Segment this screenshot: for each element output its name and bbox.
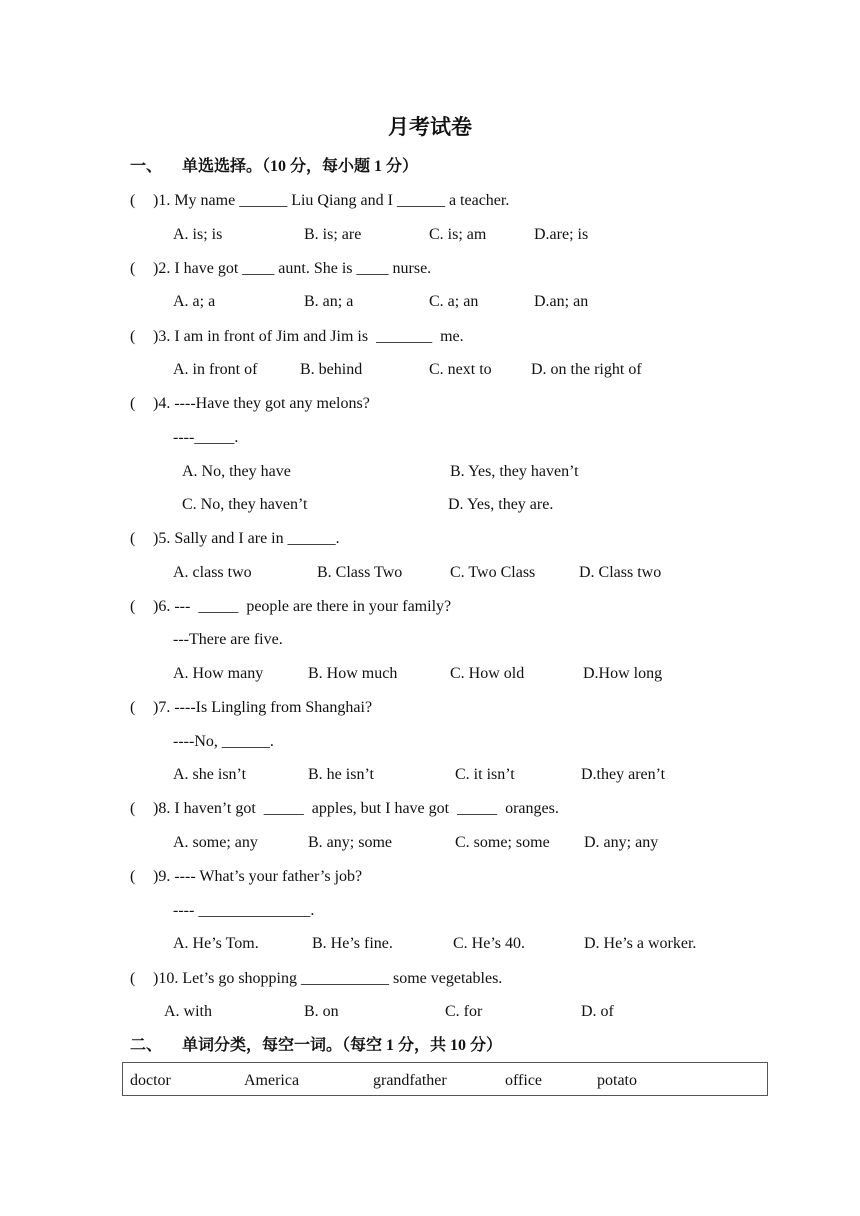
answer-paren: ( [130, 868, 136, 885]
option-c: C. next to [429, 361, 492, 378]
option-c: C. a; an [429, 293, 479, 310]
option-a: A. she isn’t [173, 766, 247, 783]
question-stem: )5. Sally and I are in ______. [153, 530, 340, 547]
option-d: D. Yes, they are. [448, 496, 554, 513]
question-stem: )8. I haven’t got _____ apples, but I have got _____ oranges. [153, 800, 559, 817]
answer-paren: ( [130, 970, 136, 987]
option-b: B. any; some [308, 834, 392, 851]
section-1-heading: 单选选择。（10 分，每小题 1 分） [182, 158, 419, 175]
option-d: D.they aren’t [581, 766, 666, 783]
option-b: B. behind [300, 361, 363, 378]
option-b: B. He’s fine. [312, 935, 393, 952]
question-stem: )3. I am in front of Jim and Jim is _______ me. [153, 328, 464, 345]
option-c: C. Two Class [450, 564, 536, 581]
word-bank-word: grandfather [373, 1072, 447, 1089]
section-1-number: 一、 [130, 158, 163, 175]
answer-paren: ( [130, 192, 136, 209]
page-title: 月考试卷 [388, 115, 472, 139]
question-sub-line: ----_____. [173, 429, 239, 446]
question-sub-line: ---- ______________. [173, 902, 315, 919]
option-d: D. on the right of [531, 361, 642, 378]
option-b: B. Yes, they haven’t [450, 463, 579, 480]
option-b: B. How much [308, 665, 398, 682]
option-b: B. is; are [304, 226, 362, 243]
answer-paren: ( [130, 530, 136, 547]
option-b: B. Class Two [317, 564, 403, 581]
option-c: C. it isn’t [455, 766, 515, 783]
option-c: C. How old [450, 665, 525, 682]
option-a: A. a; a [173, 293, 216, 310]
option-c: C. is; am [429, 226, 487, 243]
option-c: C. some; some [455, 834, 550, 851]
option-b: B. on [304, 1003, 339, 1020]
question-sub-line: ----No, ______. [173, 733, 274, 750]
question-stem: )2. I have got ____ aunt. She is ____ nurse. [153, 260, 432, 277]
question-sub-line: ---There are five. [173, 631, 283, 648]
option-c: C. He’s 40. [453, 935, 525, 952]
option-a: A. some; any [173, 834, 258, 851]
question-stem: )9. ---- What’s your father’s job? [153, 868, 363, 885]
option-d: D. Class two [579, 564, 662, 581]
option-c: C. for [445, 1003, 483, 1020]
answer-paren: ( [130, 800, 136, 817]
question-stem: )10. Let’s go shopping ___________ some vegetables. [153, 970, 503, 987]
word-bank-word: America [244, 1072, 300, 1089]
word-bank-word: potato [597, 1072, 637, 1089]
answer-paren: ( [130, 260, 136, 277]
option-a: A. with [164, 1003, 212, 1020]
question-stem: )6. --- _____ people are there in your family? [153, 598, 452, 615]
option-a: A. is; is [173, 226, 223, 243]
word-bank-word: office [505, 1072, 543, 1089]
question-stem: )7. ----Is Lingling from Shanghai? [153, 699, 373, 716]
word-bank-word: doctor [130, 1072, 171, 1089]
option-d: D.an; an [534, 293, 589, 310]
answer-paren: ( [130, 598, 136, 615]
option-d: D. of [581, 1003, 614, 1020]
option-a: A. No, they have [182, 463, 291, 480]
option-c: C. No, they haven’t [182, 496, 308, 513]
section-2-number: 二、 [130, 1037, 163, 1054]
option-b: B. an; a [304, 293, 354, 310]
option-d: D. any; any [584, 834, 659, 851]
question-stem: )4. ----Have they got any melons? [153, 395, 370, 412]
option-a: A. in front of [173, 361, 258, 378]
option-a: A. He’s Tom. [173, 935, 259, 952]
section-2-heading: 单词分类，每空一词。（每空 1 分，共 10 分） [182, 1037, 503, 1054]
question-stem: )1. My name ______ Liu Qiang and I ______ a teacher. [153, 192, 510, 209]
option-d: D.How long [583, 665, 663, 682]
answer-paren: ( [130, 328, 136, 345]
option-a: A. class two [173, 564, 252, 581]
answer-paren: ( [130, 395, 136, 412]
option-d: D.are; is [534, 226, 589, 243]
option-d: D. He’s a worker. [584, 935, 697, 952]
option-a: A. How many [173, 665, 264, 682]
option-b: B. he isn’t [308, 766, 374, 783]
answer-paren: ( [130, 699, 136, 716]
